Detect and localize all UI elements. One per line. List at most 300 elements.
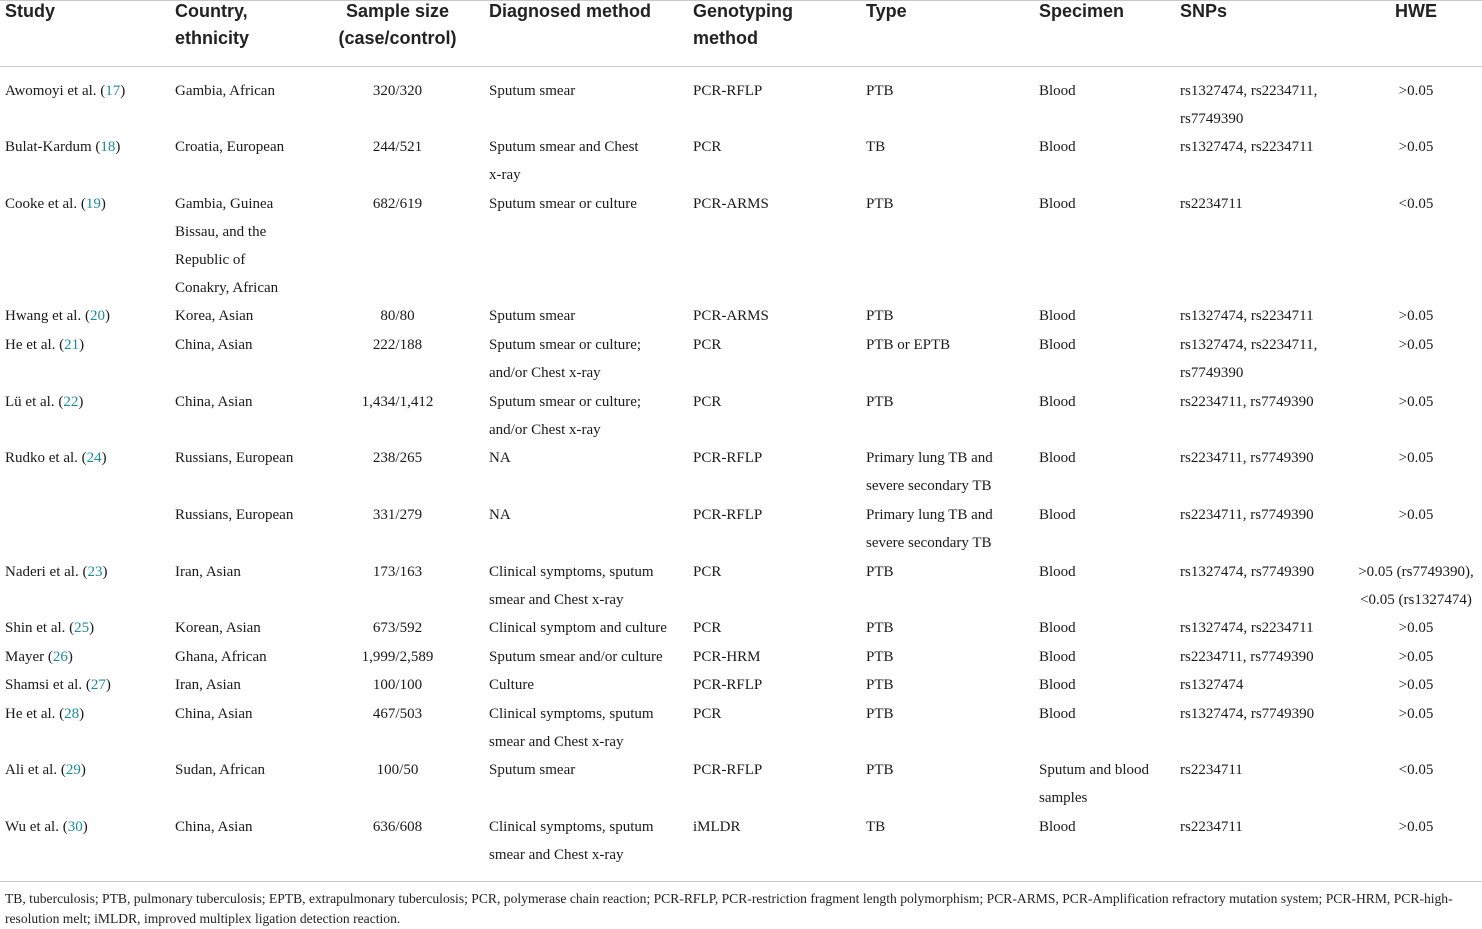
cell-line: smear and Chest x-ray — [489, 734, 624, 750]
cell-line: Korean, Asian — [175, 620, 261, 636]
cell-hwe — [1352, 671, 1480, 699]
cell-study: Naderi et al. (23) — [5, 564, 108, 580]
cell-line: >0.05 — [1398, 83, 1434, 99]
cell-line: PCR — [693, 564, 722, 580]
cell-line: Culture — [489, 677, 534, 693]
cell-line: and/or Chest x-ray — [489, 422, 601, 438]
cell-country — [175, 77, 325, 105]
cell-sample — [335, 700, 460, 728]
cell-line: PTB — [866, 564, 894, 580]
cell-line: >0.05 — [1398, 620, 1434, 636]
cell-sample — [335, 302, 460, 330]
cell-study: Bulat-Kardum (18) — [5, 139, 121, 155]
cell-snps — [1180, 558, 1350, 586]
header-bottom-rule — [0, 66, 1482, 67]
cell-specimen — [1039, 444, 1179, 472]
cell-line: >0.05 (rs7749390), — [1358, 564, 1474, 580]
cell-type — [866, 700, 1031, 728]
cell-type — [866, 643, 1031, 671]
reference-link[interactable]: 21 — [64, 337, 80, 353]
cell-country — [175, 700, 325, 728]
cell-genotyping — [693, 558, 853, 586]
cell-line: China, Asian — [175, 394, 253, 410]
study-author: Shamsi et al. — [5, 677, 83, 693]
cell-study: Rudko et al. (24) — [5, 450, 107, 466]
cell-study: Awomoyi et al. (17) — [5, 83, 126, 99]
cell-line: rs1327474, rs2234711, — [1180, 337, 1318, 353]
cell-line: Clinical symptom and culture — [489, 620, 667, 636]
header-genotyping-method — [693, 0, 853, 52]
cell-line: Blood — [1039, 677, 1076, 693]
cell-line: PCR-RFLP — [693, 677, 763, 693]
cell-line: NA — [489, 450, 511, 466]
cell-line: smear and Chest x-ray — [489, 847, 624, 863]
cell-line: Sputum smear and Chest — [489, 139, 639, 155]
cell-hwe — [1352, 756, 1480, 784]
cell-line: Ghana, African — [175, 649, 267, 665]
cell-line: >0.05 — [1398, 337, 1434, 353]
cell-line: PCR — [693, 706, 722, 722]
cell-line: Sputum smear or culture — [489, 196, 637, 212]
cell-diagnosed — [489, 813, 684, 869]
cell-line: Russians, European — [175, 450, 294, 466]
header-line: HWE — [1395, 1, 1437, 21]
header-sample-size — [335, 0, 460, 52]
cell-line: PTB — [866, 706, 894, 722]
cell-type — [866, 302, 1031, 330]
cell-line: PCR-RFLP — [693, 507, 763, 523]
cell-study: Ali et al. (29) — [5, 762, 86, 778]
cell-line: PCR-RFLP — [693, 450, 763, 466]
cell-genotyping — [693, 700, 853, 728]
cell-hwe — [1352, 614, 1480, 642]
cell-type — [866, 756, 1031, 784]
cell-line: Sputum smear and/or culture — [489, 649, 663, 665]
cell-type — [866, 444, 1031, 500]
cell-diagnosed — [489, 501, 684, 529]
cell-line: PCR-RFLP — [693, 762, 763, 778]
cell-line: PTB — [866, 649, 894, 665]
cell-sample — [335, 813, 460, 841]
cell-snps — [1180, 190, 1350, 218]
cell-country — [175, 388, 325, 416]
study-author: He et al. — [5, 337, 56, 353]
cell-snps — [1180, 643, 1350, 671]
cell-line: PCR — [693, 139, 722, 155]
cell-line: Primary lung TB and — [866, 450, 993, 466]
cell-specimen — [1039, 302, 1179, 330]
cell-line: Primary lung TB and — [866, 507, 993, 523]
cell-sample — [335, 756, 460, 784]
reference-link[interactable]: 29 — [65, 762, 81, 778]
cell-genotyping — [693, 302, 853, 330]
cell-line: severe secondary TB — [866, 478, 992, 494]
cell-snps — [1180, 331, 1350, 387]
reference-link[interactable]: 19 — [85, 196, 101, 212]
cell-line: Gambia, Guinea — [175, 196, 274, 212]
cell-diagnosed — [489, 558, 684, 614]
cell-line: Blood — [1039, 394, 1076, 410]
cell-line: >0.05 — [1398, 394, 1434, 410]
reference-link[interactable]: 27 — [90, 677, 106, 693]
cell-line: rs1327474, rs2234711 — [1180, 620, 1314, 636]
cell-line: 1,999/2,589 — [361, 649, 434, 665]
cell-line: >0.05 — [1398, 139, 1434, 155]
header-hwe — [1352, 0, 1480, 25]
cell-specimen — [1039, 643, 1179, 671]
study-author: Lü et al. — [5, 394, 55, 410]
cell-type — [866, 813, 1031, 841]
cell-line: TB — [866, 139, 886, 155]
cell-snps — [1180, 614, 1350, 642]
cell-line: Sputum smear or culture; — [489, 337, 642, 353]
cell-specimen — [1039, 133, 1179, 161]
cell-genotyping — [693, 756, 853, 784]
cell-line: PCR — [693, 394, 722, 410]
cell-hwe — [1352, 501, 1480, 529]
cell-line: x-ray — [489, 167, 521, 183]
cell-snps — [1180, 133, 1350, 161]
cell-line: Blood — [1039, 507, 1076, 523]
cell-line: Gambia, African — [175, 83, 275, 99]
header-line: Study — [5, 1, 56, 21]
cell-line: rs2234711 — [1180, 819, 1243, 835]
cell-line: Iran, Asian — [175, 564, 241, 580]
reference-link[interactable]: 18 — [100, 139, 116, 155]
cell-type — [866, 331, 1031, 359]
cell-type — [866, 388, 1031, 416]
study-author: Mayer — [5, 649, 45, 665]
cell-sample — [335, 133, 460, 161]
cell-specimen — [1039, 388, 1179, 416]
cell-line: rs1327474, rs7749390 — [1180, 706, 1315, 722]
cell-line: >0.05 — [1398, 507, 1434, 523]
cell-hwe — [1352, 388, 1480, 416]
cell-diagnosed — [489, 444, 684, 472]
cell-specimen — [1039, 756, 1179, 812]
cell-line: NA — [489, 507, 511, 523]
cell-genotyping — [693, 643, 853, 671]
cell-line: rs7749390 — [1180, 111, 1244, 127]
cell-study: Cooke et al. (19) — [5, 196, 106, 212]
cell-line: 467/503 — [372, 706, 423, 722]
cell-line: PTB — [866, 196, 894, 212]
cell-diagnosed — [489, 133, 684, 189]
cell-diagnosed — [489, 671, 684, 699]
cell-line: 100/50 — [376, 762, 419, 778]
cell-line: PTB — [866, 308, 894, 324]
cell-country — [175, 671, 325, 699]
cell-line: Sputum smear — [489, 308, 576, 324]
cell-line: Blood — [1039, 83, 1076, 99]
cell-country — [175, 558, 325, 586]
cell-line: China, Asian — [175, 337, 253, 353]
cell-line: PTB — [866, 677, 894, 693]
cell-line: <0.05 (rs1327474) — [1360, 592, 1472, 608]
reference-link[interactable]: 20 — [89, 308, 105, 324]
cell-line: PCR-ARMS — [693, 308, 769, 324]
cell-genotyping — [693, 444, 853, 472]
cell-line: PTB — [866, 394, 894, 410]
table-bottom-rule — [0, 881, 1482, 882]
cell-line: Blood — [1039, 564, 1076, 580]
cell-genotyping — [693, 331, 853, 359]
cell-hwe — [1352, 558, 1480, 614]
cell-sample — [335, 444, 460, 472]
cell-line: <0.05 — [1398, 196, 1434, 212]
cell-line: 173/163 — [372, 564, 423, 580]
cell-line: PTB — [866, 83, 894, 99]
cell-hwe — [1352, 331, 1480, 359]
cell-type — [866, 190, 1031, 218]
cell-snps — [1180, 77, 1350, 133]
reference-link[interactable]: 25 — [74, 620, 90, 636]
reference-link[interactable]: 22 — [63, 394, 79, 410]
study-author: Rudko et al. — [5, 450, 78, 466]
cell-line: rs1327474, rs2234711, — [1180, 83, 1318, 99]
cell-hwe — [1352, 77, 1480, 105]
cell-country — [175, 813, 325, 841]
cell-line: rs2234711, rs7749390 — [1180, 450, 1314, 466]
cell-line: >0.05 — [1398, 677, 1434, 693]
cell-diagnosed — [489, 331, 684, 387]
cell-diagnosed — [489, 302, 684, 330]
cell-hwe — [1352, 643, 1480, 671]
header-line: method — [693, 28, 758, 48]
cell-snps — [1180, 813, 1350, 841]
cell-snps — [1180, 671, 1350, 699]
cell-country — [175, 133, 325, 161]
cell-type — [866, 501, 1031, 557]
cell-sample — [335, 501, 460, 529]
cell-country — [175, 190, 325, 302]
cell-line: >0.05 — [1398, 308, 1434, 324]
cell-sample — [335, 643, 460, 671]
cell-diagnosed — [489, 700, 684, 756]
cell-line: >0.05 — [1398, 649, 1434, 665]
cell-genotyping — [693, 190, 853, 218]
cell-country — [175, 756, 325, 784]
header-study — [5, 0, 165, 25]
cell-line: PTB — [866, 620, 894, 636]
header-line: ethnicity — [175, 28, 250, 48]
cell-line: 100/100 — [372, 677, 423, 693]
study-author: Naderi et al. — [5, 564, 79, 580]
cell-specimen — [1039, 813, 1179, 841]
cell-line: samples — [1039, 790, 1088, 806]
header-line: (case/control) — [338, 28, 457, 48]
cell-sample — [335, 558, 460, 586]
cell-diagnosed — [489, 643, 684, 671]
header-diagnosed-method — [489, 0, 684, 25]
cell-hwe — [1352, 190, 1480, 218]
header-line: Sample size — [345, 1, 450, 21]
cell-line: 320/320 — [372, 83, 423, 99]
cell-line: >0.05 — [1398, 819, 1434, 835]
cell-line: <0.05 — [1398, 762, 1434, 778]
cell-line: Blood — [1039, 620, 1076, 636]
cell-line: China, Asian — [175, 819, 253, 835]
cell-study: He et al. (21) — [5, 337, 85, 353]
cell-study: Shin et al. (25) — [5, 620, 95, 636]
cell-diagnosed — [489, 388, 684, 444]
cell-country — [175, 302, 325, 330]
cell-line: Conakry, African — [175, 280, 279, 296]
reference-link[interactable]: 26 — [52, 649, 68, 665]
cell-line: rs1327474 — [1180, 677, 1244, 693]
cell-line: 636/608 — [372, 819, 423, 835]
reference-link[interactable]: 23 — [87, 564, 103, 580]
study-author: Wu et al. — [5, 819, 59, 835]
cell-genotyping — [693, 813, 853, 841]
cell-hwe — [1352, 813, 1480, 841]
study-author: He et al. — [5, 706, 56, 722]
cell-line: Iran, Asian — [175, 677, 241, 693]
cell-snps — [1180, 700, 1350, 728]
cell-line: iMLDR — [693, 819, 741, 835]
header-line: Type — [866, 1, 907, 21]
cell-line: PCR-HRM — [693, 649, 761, 665]
cell-specimen — [1039, 501, 1179, 529]
header-type — [866, 0, 1031, 25]
cell-study: Wu et al. (30) — [5, 819, 88, 835]
cell-line: Bissau, and the — [175, 224, 267, 240]
cell-line: PCR — [693, 337, 722, 353]
cell-sample — [335, 388, 460, 416]
cell-type — [866, 614, 1031, 642]
cell-line: Blood — [1039, 819, 1076, 835]
cell-type — [866, 671, 1031, 699]
study-author: Bulat-Kardum — [5, 139, 92, 155]
cell-snps — [1180, 302, 1350, 330]
cell-line: Republic of — [175, 252, 246, 268]
header-country — [175, 0, 325, 52]
cell-line: PTB or EPTB — [866, 337, 951, 353]
cell-line: rs2234711, rs7749390 — [1180, 507, 1314, 523]
cell-line: Blood — [1039, 139, 1076, 155]
cell-line: >0.05 — [1398, 450, 1434, 466]
cell-line: Blood — [1039, 308, 1076, 324]
cell-line: PCR-ARMS — [693, 196, 769, 212]
study-author: Hwang et al. — [5, 308, 82, 324]
cell-snps — [1180, 444, 1350, 472]
reference-link[interactable]: 17 — [105, 83, 121, 99]
cell-sample — [335, 331, 460, 359]
cell-line: rs7749390 — [1180, 365, 1244, 381]
cell-genotyping — [693, 671, 853, 699]
cell-diagnosed — [489, 756, 684, 784]
cell-line: Korea, Asian — [175, 308, 254, 324]
reference-link[interactable]: 24 — [86, 450, 102, 466]
cell-line: smear and Chest x-ray — [489, 592, 624, 608]
cell-specimen — [1039, 671, 1179, 699]
cell-line: PCR-RFLP — [693, 83, 763, 99]
cell-country — [175, 444, 325, 472]
cell-line: TB — [866, 819, 886, 835]
cell-country — [175, 643, 325, 671]
cell-line: PCR — [693, 620, 722, 636]
cell-type — [866, 77, 1031, 105]
cell-line: 673/592 — [372, 620, 423, 636]
header-line: Specimen — [1039, 1, 1125, 21]
cell-line: severe secondary TB — [866, 535, 992, 551]
cell-study: He et al. (28) — [5, 706, 85, 722]
cell-country — [175, 331, 325, 359]
cell-specimen — [1039, 558, 1179, 586]
cell-line: and/or Chest x-ray — [489, 365, 601, 381]
cell-genotyping — [693, 614, 853, 642]
cell-specimen — [1039, 614, 1179, 642]
header-line: Genotyping — [693, 1, 793, 21]
table-footnote: TB, tuberculosis; PTB, pulmonary tuberculosis; EPTB, extrapulmonary tuberculosis; PCR, polymerase chain reaction; PCR-RFLP, PCR-restriction fragment length polymorphism; PCR-ARMS, PCR-Amplification refractory mutation system; PCR-HRM, PCR-high-resolution melt; iMLDR, improved multiplex ligation detection reaction. — [5, 891, 1453, 926]
study-author: Cooke et al. — [5, 196, 78, 212]
cell-hwe — [1352, 444, 1480, 472]
cell-sample — [335, 190, 460, 218]
cell-line: rs1327474, rs7749390 — [1180, 564, 1315, 580]
cell-line: rs2234711 — [1180, 196, 1243, 212]
cell-line: 222/188 — [372, 337, 423, 353]
cell-line: rs2234711, rs7749390 — [1180, 394, 1314, 410]
cell-diagnosed — [489, 77, 684, 105]
cell-specimen — [1039, 190, 1179, 218]
study-author: Ali et al. — [5, 762, 58, 778]
cell-specimen — [1039, 331, 1179, 359]
cell-line: Blood — [1039, 706, 1076, 722]
cell-genotyping — [693, 133, 853, 161]
cell-line: 80/80 — [380, 308, 415, 324]
reference-link[interactable]: 30 — [67, 819, 83, 835]
cell-hwe — [1352, 133, 1480, 161]
cell-line: Clinical symptoms, sputum — [489, 819, 654, 835]
cell-sample — [335, 77, 460, 105]
cell-diagnosed — [489, 614, 684, 642]
cell-study: Mayer (26) — [5, 649, 73, 665]
cell-line: Russians, European — [175, 507, 294, 523]
cell-line: Sputum smear or culture; — [489, 394, 642, 410]
cell-line: 682/619 — [372, 196, 423, 212]
cell-line: Blood — [1039, 649, 1076, 665]
cell-line: Croatia, European — [175, 139, 285, 155]
header-line: Diagnosed method — [489, 1, 652, 21]
cell-line: Sputum smear — [489, 83, 576, 99]
cell-line: Sudan, African — [175, 762, 265, 778]
cell-country — [175, 614, 325, 642]
cell-line: PTB — [866, 762, 894, 778]
cell-hwe — [1352, 302, 1480, 330]
cell-country — [175, 501, 325, 529]
cell-line: 238/265 — [372, 450, 423, 466]
cell-study: Hwang et al. (20) — [5, 308, 110, 324]
cell-specimen — [1039, 700, 1179, 728]
header-line: Country, — [175, 1, 248, 21]
cell-diagnosed — [489, 190, 684, 218]
cell-line: Blood — [1039, 337, 1076, 353]
header-line: SNPs — [1180, 1, 1228, 21]
cell-line: rs2234711, rs7749390 — [1180, 649, 1314, 665]
cell-line: Blood — [1039, 450, 1076, 466]
header-snps — [1180, 0, 1350, 25]
cell-line: 331/279 — [372, 507, 423, 523]
cell-line: 1,434/1,412 — [361, 394, 434, 410]
cell-line: Sputum and blood — [1039, 762, 1150, 778]
cell-line: >0.05 — [1398, 706, 1434, 722]
cell-line: China, Asian — [175, 706, 253, 722]
cell-specimen — [1039, 77, 1179, 105]
cell-hwe — [1352, 700, 1480, 728]
cell-line: rs2234711 — [1180, 762, 1243, 778]
cell-line: rs1327474, rs2234711 — [1180, 139, 1314, 155]
reference-link[interactable]: 28 — [64, 706, 80, 722]
